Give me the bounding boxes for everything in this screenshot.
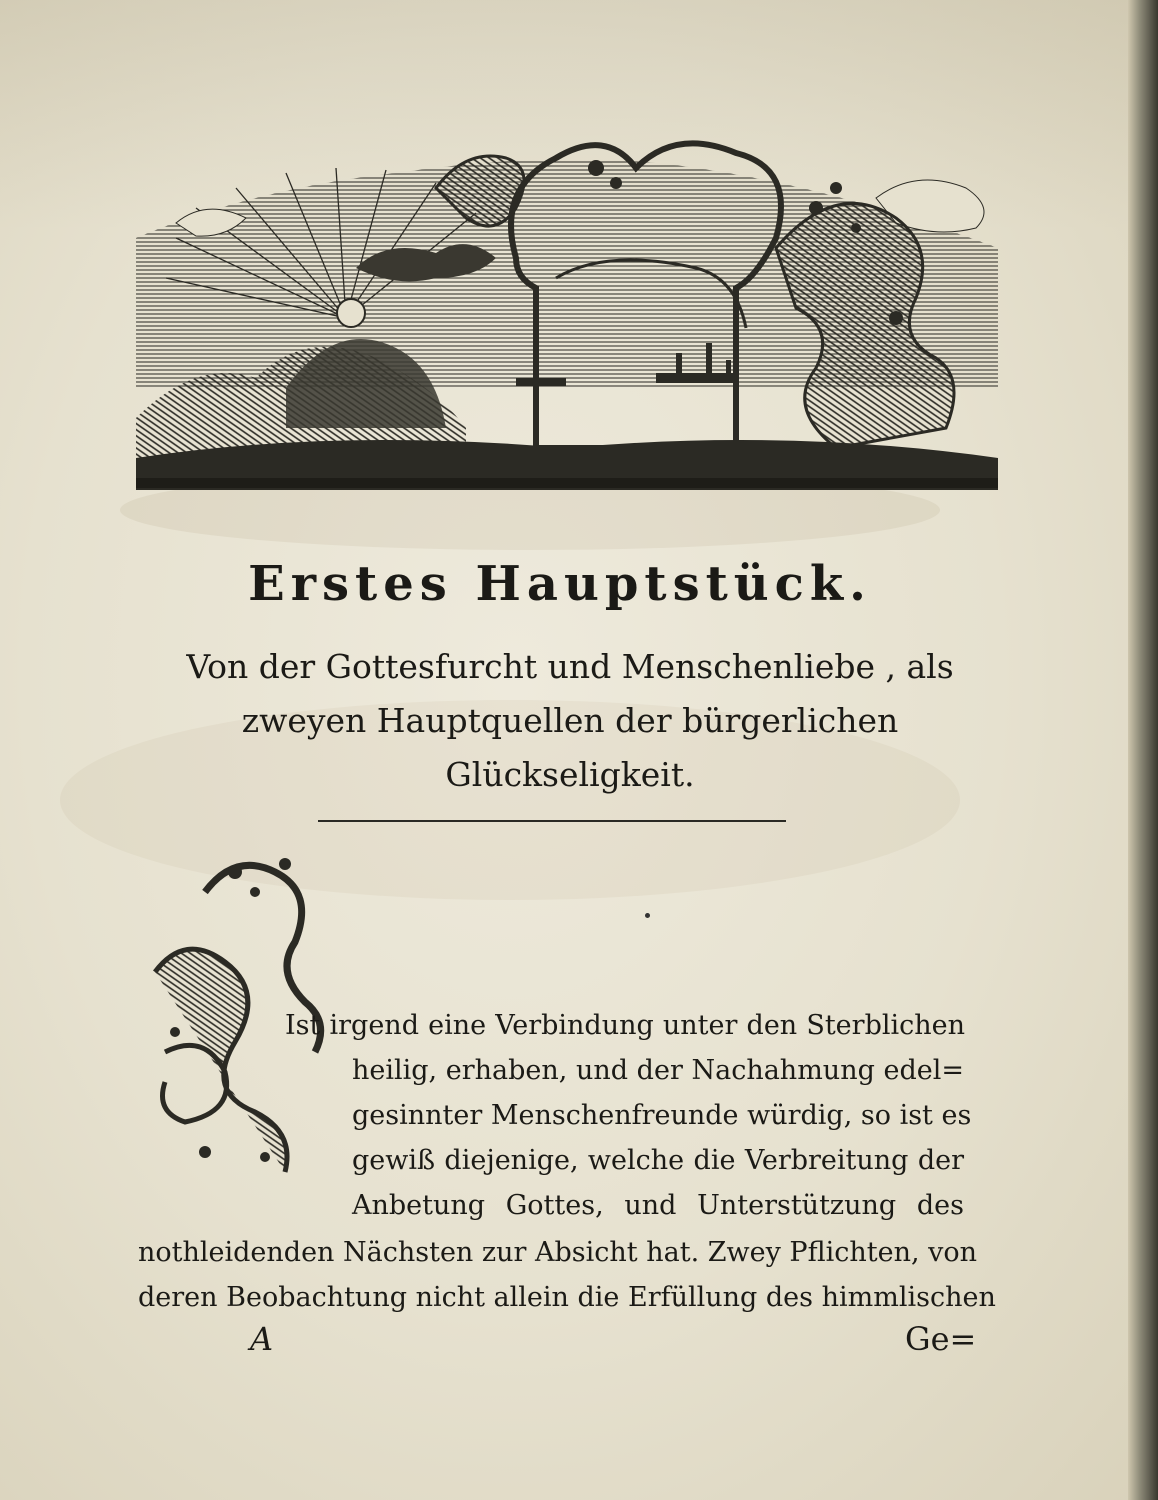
body-line: gesinnter Menschenfreunde würdig, so ist es (352, 1100, 972, 1131)
divider-rule (318, 820, 786, 822)
page-edge (1128, 0, 1158, 1500)
chapter-title: Erstes Hauptstück. (248, 556, 872, 612)
engraved-headpiece (136, 128, 998, 490)
sun (337, 299, 365, 327)
chapter-subtitle (150, 640, 990, 802)
body-line: gewiß diejenige, welche die Verbreitung der (352, 1145, 964, 1176)
subtitle-line: Von der Gottesfurcht und Menschenliebe , als (186, 647, 954, 686)
subtitle-line: zweyen Hauptquellen der bürgerlichen (241, 701, 899, 740)
subtitle-line: Glückseligkeit. (445, 755, 695, 794)
body-line: heilig, erhaben, und der Nachahmung edel= (352, 1055, 964, 1086)
ink-dot (645, 913, 650, 918)
body-line: Ist irgend eine Verbindung unter den Sterblichen (285, 1010, 965, 1041)
catchword: Ge= (905, 1320, 977, 1358)
body-line: deren Beobachtung nicht allein die Erfüllung des himmlischen (138, 1282, 996, 1313)
body-line: Anbetung Gottes, und Unterstützung des (352, 1190, 964, 1221)
signature-mark: A (250, 1320, 274, 1358)
body-line: nothleidenden Nächsten zur Absicht hat. Zwey Pflichten, von (138, 1237, 978, 1268)
